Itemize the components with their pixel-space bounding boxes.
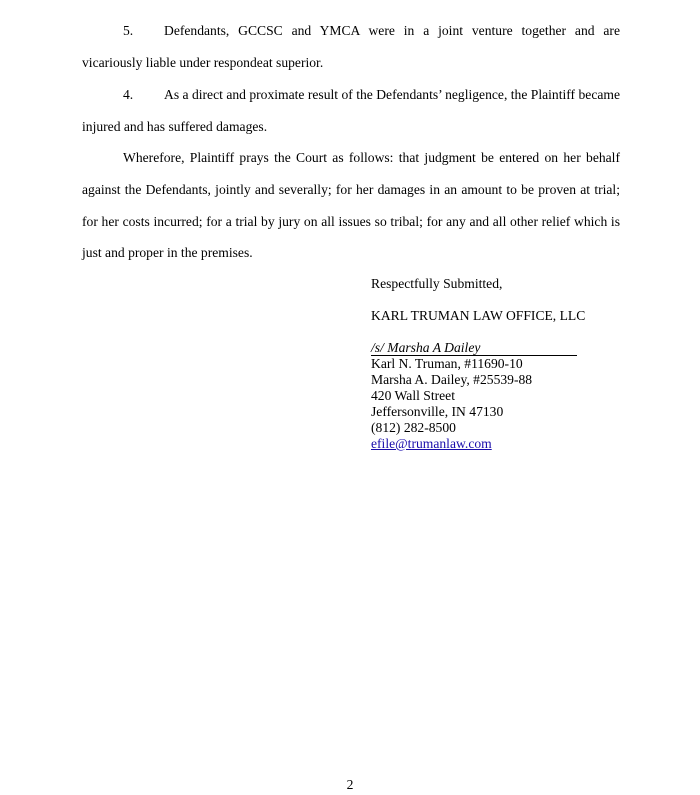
paragraph-text: As a direct and proximate result of the Defendants’ negligence, the Plaintiff became injured and has suffered damages. [82,87,620,134]
signature-block [371,340,577,452]
firm-name: KARL TRUMAN LAW OFFICE, LLC [371,308,586,323]
city-address: Jeffersonville, IN 47130 [371,404,504,419]
paragraph-text: Wherefore, Plaintiff prays the Court as follows: that judgment be entered on her behalf against the Defendants, jointly and severally; for her damages in an amount to be proven at trial; for her costs incurred; for a trial by jury on all issues so tribal; for any and all other relief which is just and proper in the premises. [82,150,620,261]
paragraph-4 [82,79,620,143]
prayer-paragraph [82,142,620,269]
paragraph-5 [82,15,620,79]
attorney-2: Marsha A. Dailey, #25539-88 [371,372,533,387]
attorney-1: Karl N. Truman, #11690-10 [371,356,523,371]
closing-text: Respectfully Submitted, [371,276,503,291]
paragraph-text: Defendants, GCCSC and YMCA were in a joint venture together and are vicariously liable under respondeat superior. [82,23,620,70]
page-number: 2 [346,777,354,792]
street-address: 420 Wall Street [371,388,455,403]
paragraph-number: 4. [123,87,134,102]
paragraph-number: 5. [123,23,134,38]
phone-number: (812) 282-8500 [371,420,456,435]
signature-line: /s/ Marsha A Dailey [371,341,577,356]
email-link[interactable]: efile@trumanlaw.com [371,436,492,451]
